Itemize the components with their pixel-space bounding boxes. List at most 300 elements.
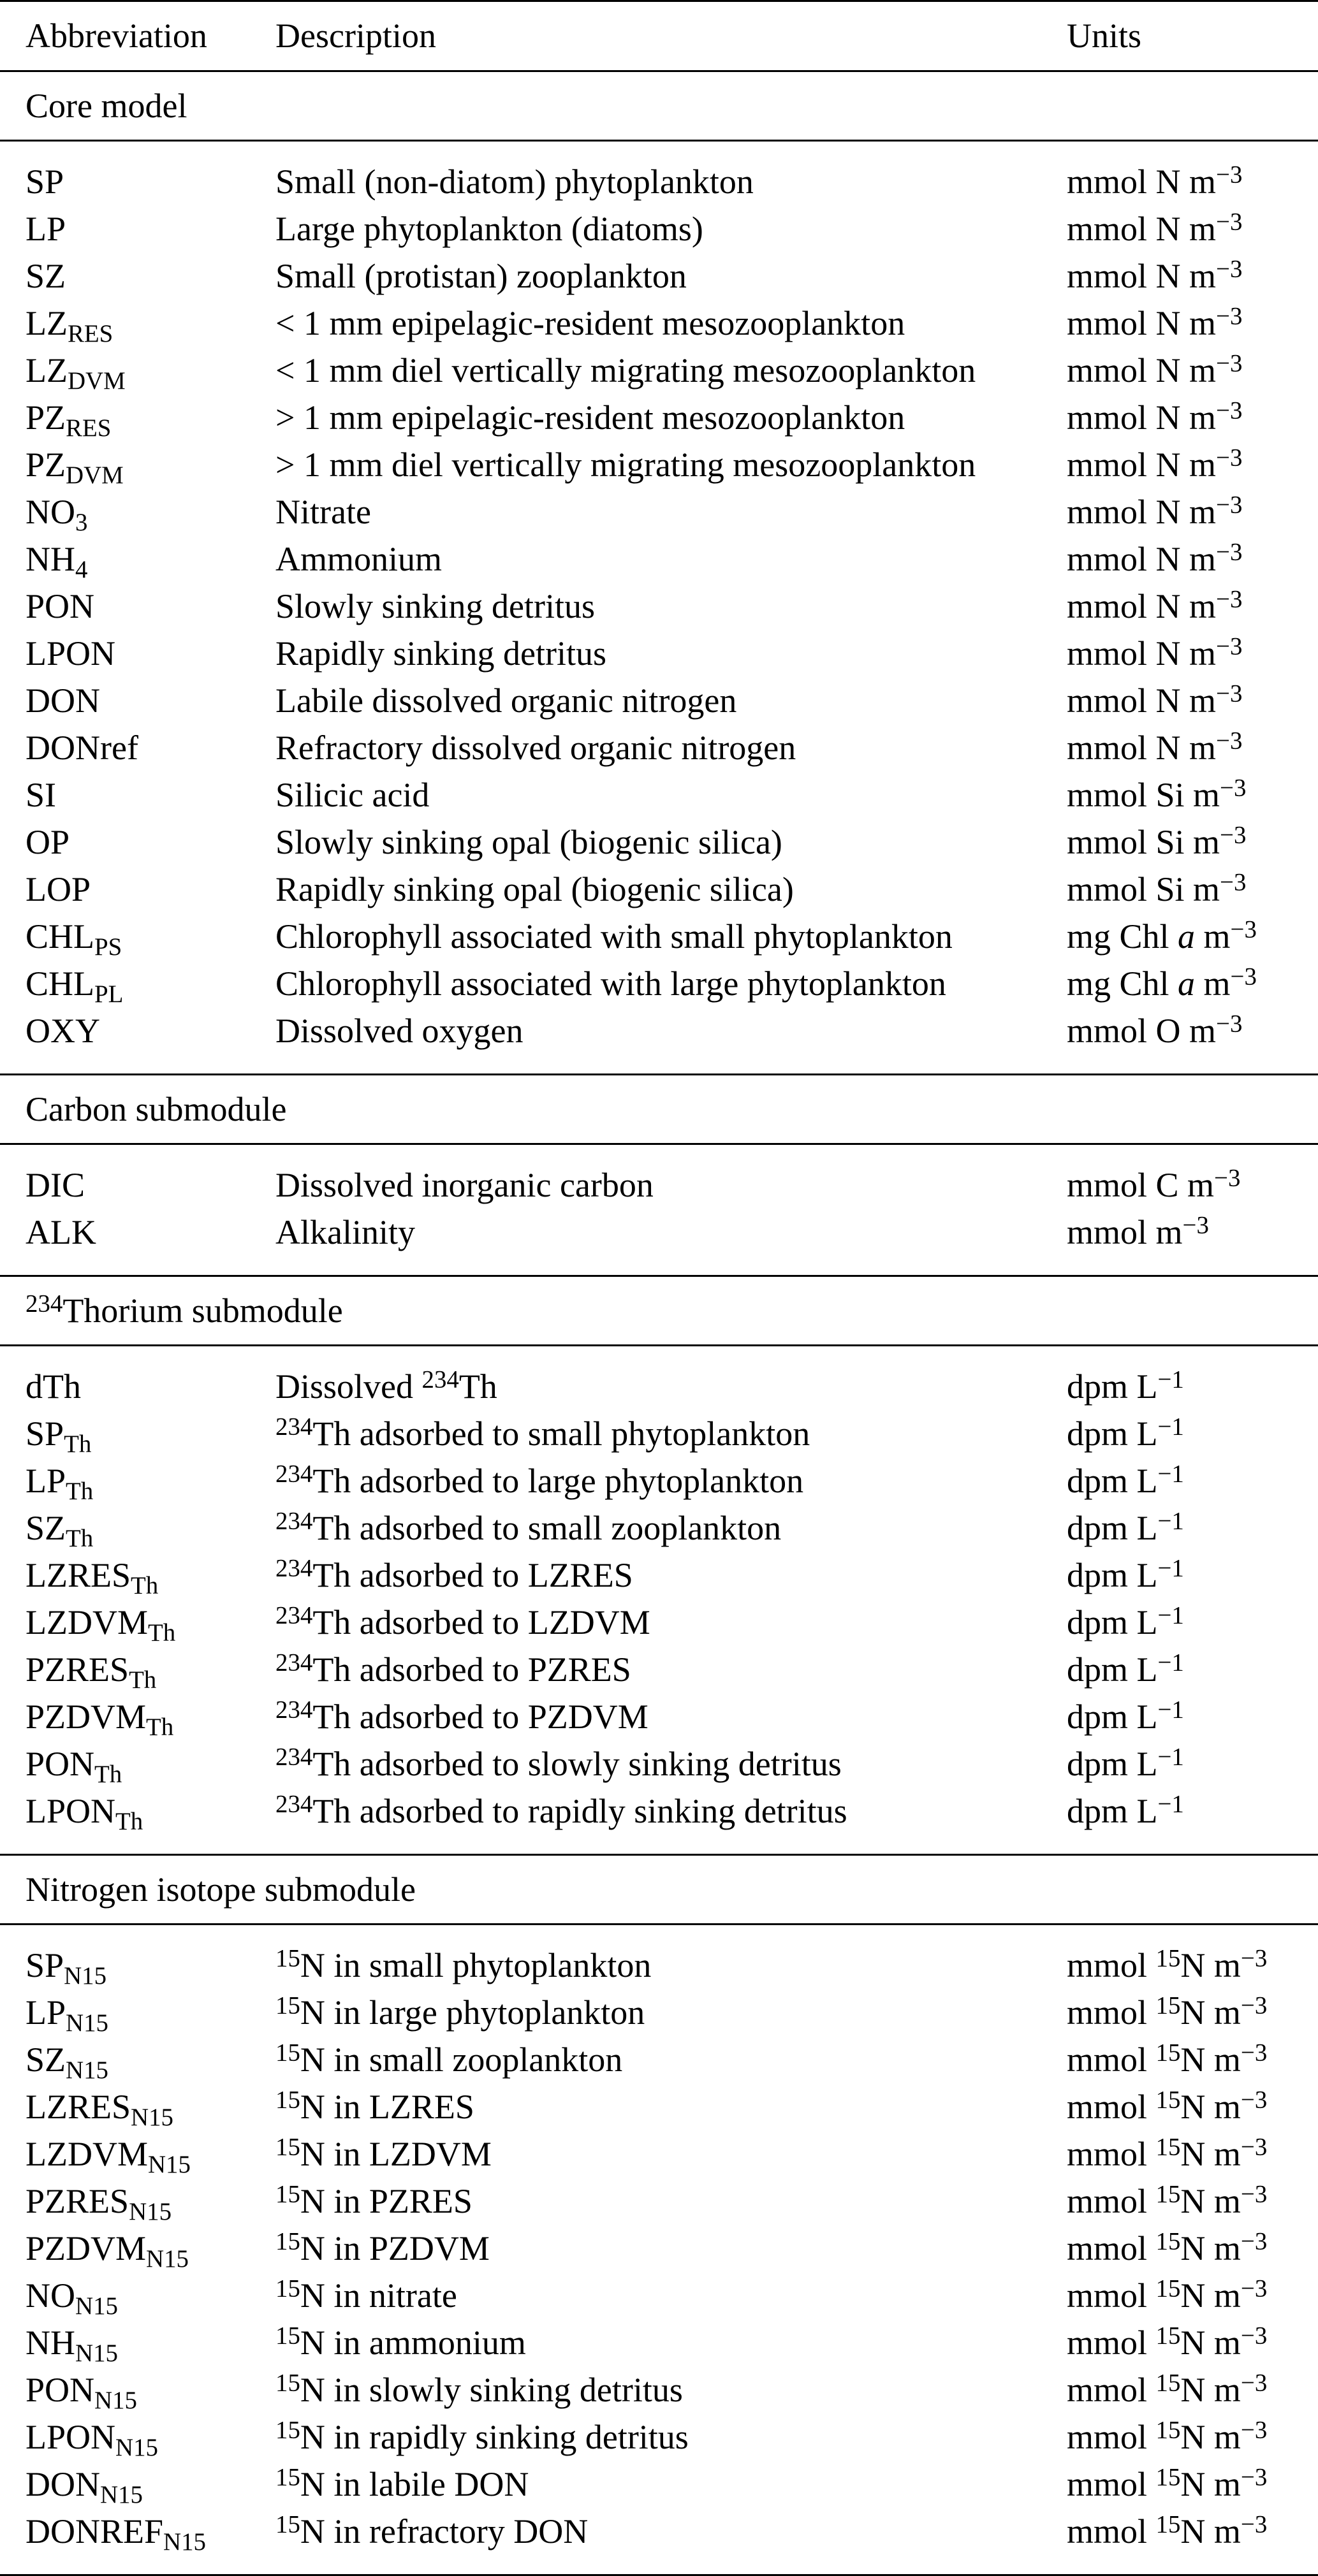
text-run: dpm L — [1067, 1603, 1158, 1641]
text-run: dpm L — [1067, 1650, 1158, 1689]
text-run: N m — [1180, 2182, 1241, 2220]
table-row — [0, 2083, 1318, 2130]
text-run: mmol — [1067, 1993, 1156, 2032]
superscript: −1 — [1157, 1507, 1184, 1535]
text-run: Rapidly sinking opal (biogenic silica) — [275, 870, 794, 908]
description-cell — [275, 913, 953, 960]
table-row — [0, 724, 1318, 771]
description-cell — [275, 2083, 474, 2130]
description-cell — [275, 2508, 588, 2555]
superscript: −3 — [1240, 2369, 1268, 2397]
text-run: mmol m — [1067, 1213, 1183, 1251]
section-title — [26, 1075, 286, 1143]
abbreviation-cell — [26, 1363, 81, 1410]
units-cell — [1067, 2083, 1267, 2130]
superscript: 15 — [1155, 2274, 1181, 2303]
text-run: N in ammonium — [300, 2324, 526, 2362]
text-run: mmol — [1067, 1946, 1156, 1984]
text-run: SP — [26, 1415, 64, 1453]
text-run: N in large phytoplankton — [300, 1993, 645, 2032]
text-run: DON — [26, 681, 100, 720]
abbreviation-cell — [26, 1209, 96, 1256]
text-run: Th adsorbed to PZDVM — [312, 1698, 648, 1736]
description-cell — [275, 1942, 651, 1989]
units-cell — [1067, 347, 1242, 394]
abbreviation-cell — [26, 252, 66, 300]
abbreviation-cell — [26, 1787, 143, 1835]
units-cell — [1067, 252, 1242, 300]
units-cell — [1067, 1209, 1209, 1256]
superscript: −1 — [1157, 1601, 1184, 1629]
units-cell — [1067, 1787, 1184, 1835]
text-run: PZRES — [26, 2182, 129, 2220]
text-run: Alkalinity — [275, 1213, 415, 1251]
units-cell — [1067, 394, 1242, 441]
subscript: Th — [131, 1571, 159, 1599]
abbreviation-cell — [26, 866, 91, 913]
units-cell — [1067, 1363, 1184, 1410]
subscript: RES — [66, 414, 112, 442]
description-cell — [275, 2036, 622, 2083]
abbreviation-cell — [26, 2319, 118, 2366]
text-run: OXY — [26, 1012, 100, 1050]
abbreviation-cell — [26, 2366, 137, 2413]
text-run: dpm L — [1067, 1462, 1158, 1500]
text-run: N m — [1180, 2418, 1241, 2456]
text-run: mmol N m — [1067, 729, 1217, 767]
text-run: Slowly sinking detritus — [275, 587, 596, 625]
abbreviation-cell — [26, 1646, 156, 1693]
text-run: PON — [26, 587, 95, 625]
superscript: −1 — [1157, 1460, 1184, 1488]
description-cell — [275, 488, 371, 535]
text-run: LPON — [26, 1792, 116, 1830]
description-cell — [275, 1504, 781, 1552]
abbreviation-cell — [26, 205, 66, 252]
table-row — [0, 583, 1318, 630]
superscript: 15 — [1155, 1991, 1181, 2019]
text-run: a — [1178, 964, 1196, 1003]
column-header-abbreviation: Abbreviation — [26, 17, 207, 55]
text-run: Small (non-diatom) phytoplankton — [275, 163, 754, 201]
text-run: PON — [26, 2371, 95, 2409]
superscript: −3 — [1216, 632, 1243, 660]
description-cell — [275, 2130, 492, 2178]
text-run: mmol C m — [1067, 1166, 1215, 1204]
table-row — [0, 1209, 1318, 1256]
text-run: SI — [26, 776, 57, 814]
subscript: N15 — [100, 2480, 143, 2508]
description-cell — [275, 2461, 529, 2508]
text-run: mmol — [1067, 2418, 1156, 2456]
superscript: −3 — [1220, 774, 1247, 802]
text-run: N in LZRES — [300, 2088, 474, 2126]
units-cell — [1067, 488, 1242, 535]
superscript: 15 — [1155, 2510, 1181, 2538]
text-run: DONref — [26, 729, 138, 767]
text-run: N in slowly sinking detritus — [300, 2371, 683, 2409]
subscript: RES — [67, 319, 113, 347]
superscript: 15 — [275, 2369, 300, 2397]
text-run: LP — [26, 1993, 66, 2032]
text-run: LZDVM — [26, 1603, 148, 1641]
units-cell — [1067, 960, 1257, 1007]
text-run: mg Chl — [1067, 964, 1178, 1003]
table-row — [0, 1504, 1318, 1552]
description-cell — [275, 158, 754, 205]
superscript: −3 — [1216, 444, 1243, 472]
text-run: Rapidly sinking detritus — [275, 634, 606, 673]
subscript: N15 — [64, 1961, 107, 1990]
units-cell — [1067, 2461, 1267, 2508]
abbreviation-cell — [26, 1942, 106, 1989]
superscript: 15 — [1155, 1944, 1181, 1972]
text-run: mmol Si m — [1067, 823, 1220, 861]
units-cell — [1067, 205, 1242, 252]
superscript: 15 — [275, 2463, 300, 2491]
superscript: −3 — [1230, 915, 1257, 943]
description-cell — [275, 1787, 847, 1835]
superscript: 234 — [421, 1365, 459, 1394]
text-run: Th adsorbed to small phytoplankton — [312, 1415, 810, 1453]
text-run: dpm L — [1067, 1792, 1158, 1830]
text-run: Small (protistan) zooplankton — [275, 257, 687, 295]
text-run: N m — [1180, 1993, 1241, 2032]
text-run: OP — [26, 823, 70, 861]
column-header-description: Description — [275, 17, 436, 55]
text-run: mmol — [1067, 2371, 1156, 2409]
subscript: N15 — [66, 2056, 108, 2084]
units-cell — [1067, 819, 1246, 866]
superscript: 234 — [275, 1601, 313, 1629]
subscript: N15 — [75, 2292, 118, 2320]
table-row — [0, 2178, 1318, 2225]
superscript: 234 — [275, 1413, 313, 1441]
table-row — [0, 2366, 1318, 2413]
subscript: N15 — [115, 2433, 158, 2461]
table-row — [0, 2413, 1318, 2461]
section-body — [0, 1346, 1318, 1854]
superscript: −3 — [1240, 2180, 1268, 2208]
superscript: 234 — [275, 1554, 313, 1582]
subscript: Th — [115, 1807, 143, 1835]
description-cell — [275, 960, 946, 1007]
text-run: dTh — [26, 1367, 81, 1406]
superscript: −3 — [1240, 2322, 1268, 2350]
subscript: Th — [94, 1760, 122, 1788]
superscript: 15 — [1155, 2322, 1181, 2350]
abbreviation-cell — [26, 1693, 173, 1740]
superscript: −1 — [1157, 1790, 1184, 1818]
abbreviation-cell — [26, 913, 122, 960]
text-run: < 1 mm epipelagic-resident mesozooplankton — [275, 304, 905, 342]
description-cell — [275, 535, 442, 583]
text-run: m — [1195, 964, 1231, 1003]
table-sections — [0, 70, 1318, 2576]
text-run: LZRES — [26, 1556, 131, 1594]
text-run: PZ — [26, 398, 66, 437]
superscript: 15 — [1155, 2180, 1181, 2208]
table-row — [0, 1161, 1318, 1209]
superscript: −3 — [1216, 349, 1243, 377]
table-header-row — [0, 2, 1318, 70]
text-run: a — [1178, 917, 1196, 956]
text-run: SP — [26, 1946, 64, 1984]
text-run: CHL — [26, 917, 94, 956]
table-row — [0, 1740, 1318, 1787]
text-run: mmol — [1067, 2088, 1156, 2126]
units-cell — [1067, 1457, 1184, 1504]
abbreviation-cell — [26, 1161, 85, 1209]
table-row — [0, 2130, 1318, 2178]
units-cell — [1067, 2413, 1267, 2461]
units-cell — [1067, 677, 1242, 724]
superscript: −3 — [1216, 491, 1243, 519]
column-header-units: Units — [1067, 17, 1142, 55]
units-cell — [1067, 2036, 1267, 2083]
table-row — [0, 1646, 1318, 1693]
text-run: Th — [458, 1367, 497, 1406]
units-cell — [1067, 1599, 1184, 1646]
text-run: N m — [1180, 2324, 1241, 2362]
units-cell — [1067, 158, 1242, 205]
description-cell — [275, 630, 606, 677]
superscript: −3 — [1240, 2039, 1268, 2067]
table-row — [0, 866, 1318, 913]
superscript: −3 — [1214, 1164, 1241, 1192]
subscript: Th — [66, 1524, 94, 1552]
superscript: −3 — [1216, 397, 1243, 425]
text-run: mmol N m — [1067, 587, 1217, 625]
text-run: Chlorophyll associated with small phytoplankton — [275, 917, 953, 956]
superscript: 15 — [275, 2510, 300, 2538]
superscript: 234 — [26, 1290, 63, 1318]
text-run: N m — [1180, 1946, 1241, 1984]
abbreviation-cell — [26, 535, 87, 583]
text-run: PZRES — [26, 1650, 129, 1689]
table-row — [0, 300, 1318, 347]
text-run: N in PZRES — [300, 2182, 472, 2220]
superscript: 15 — [275, 2322, 300, 2350]
description-cell — [275, 2413, 689, 2461]
abbreviation-cell — [26, 771, 56, 819]
description-cell — [275, 2225, 490, 2272]
abbreviation-cell — [26, 630, 115, 677]
text-run: mmol — [1067, 2276, 1156, 2315]
superscript: −3 — [1220, 868, 1247, 896]
table-row — [0, 1457, 1318, 1504]
table-row — [0, 158, 1318, 205]
subscript: Th — [146, 1713, 174, 1741]
superscript: −3 — [1240, 2274, 1268, 2303]
superscript: 15 — [1155, 2416, 1181, 2444]
table-row — [0, 1363, 1318, 1410]
units-cell — [1067, 583, 1242, 630]
superscript: −3 — [1240, 2463, 1268, 2491]
table-row — [0, 441, 1318, 488]
abbreviation-cell — [26, 2461, 143, 2508]
abbreviation-cell — [26, 2225, 189, 2272]
text-run: dpm L — [1067, 1415, 1158, 1453]
text-run: N m — [1180, 2041, 1241, 2079]
table-row — [0, 1552, 1318, 1599]
subscript: N15 — [146, 2245, 189, 2273]
units-cell — [1067, 1161, 1240, 1209]
text-run: Th adsorbed to large phytoplankton — [312, 1462, 804, 1500]
subscript: PL — [94, 980, 124, 1008]
units-cell — [1067, 1740, 1184, 1787]
text-run: Nitrogen isotope submodule — [26, 1870, 416, 1909]
text-run: NH — [26, 2324, 75, 2362]
superscript: 234 — [275, 1460, 313, 1488]
text-run: mmol N m — [1067, 210, 1217, 248]
description-cell — [275, 819, 782, 866]
superscript: −3 — [1240, 2227, 1268, 2255]
description-cell — [275, 205, 703, 252]
table-row — [0, 2319, 1318, 2366]
abbreviation-cell — [26, 960, 123, 1007]
superscript: 15 — [275, 1991, 300, 2019]
subscript: PS — [94, 933, 122, 961]
units-cell — [1067, 441, 1242, 488]
units-cell — [1067, 2319, 1267, 2366]
table-row — [0, 535, 1318, 583]
units-cell — [1067, 535, 1242, 583]
abbreviation-cell — [26, 2413, 158, 2461]
abbreviation-cell — [26, 1552, 158, 1599]
abbreviation-cell — [26, 2508, 206, 2555]
abbreviation-cell — [26, 1599, 175, 1646]
units-cell — [1067, 1552, 1184, 1599]
table-row — [0, 252, 1318, 300]
units-cell — [1067, 2508, 1267, 2555]
superscript: −1 — [1157, 1696, 1184, 1724]
superscript: 15 — [1155, 2369, 1181, 2397]
text-run: mmol — [1067, 2465, 1156, 2503]
text-run: < 1 mm diel vertically migrating mesozooplankton — [275, 351, 976, 389]
description-cell — [275, 1363, 497, 1410]
text-run: dpm L — [1067, 1367, 1158, 1406]
text-run: Dissolved inorganic carbon — [275, 1166, 654, 1204]
text-run: Core model — [26, 87, 187, 125]
table-row — [0, 630, 1318, 677]
text-run: N m — [1180, 2465, 1241, 2503]
superscript: −3 — [1240, 2416, 1268, 2444]
units-cell — [1067, 2178, 1267, 2225]
text-run: Thorium submodule — [62, 1292, 343, 1330]
superscript: −3 — [1216, 538, 1243, 566]
table-row — [0, 205, 1318, 252]
text-run: Dissolved oxygen — [275, 1012, 524, 1050]
units-cell — [1067, 300, 1242, 347]
superscript: −3 — [1216, 208, 1243, 236]
description-cell — [275, 866, 794, 913]
section-body — [0, 1925, 1318, 2574]
text-run: > 1 mm diel vertically migrating mesozooplankton — [275, 446, 976, 484]
section-body — [0, 142, 1318, 1073]
superscript: −3 — [1216, 161, 1243, 189]
description-cell — [275, 300, 905, 347]
table-row — [0, 1599, 1318, 1646]
superscript: 15 — [275, 2039, 300, 2067]
superscript: 15 — [1155, 2227, 1181, 2255]
section-header-row — [0, 1856, 1318, 1923]
text-run: m — [1195, 917, 1231, 956]
text-run: Large phytoplankton (diatoms) — [275, 210, 703, 248]
superscript: 15 — [275, 2227, 300, 2255]
text-run: mmol N m — [1067, 257, 1217, 295]
description-cell — [275, 1740, 842, 1787]
subscript: Th — [66, 1477, 94, 1505]
section-header-row — [0, 1075, 1318, 1143]
superscript: −3 — [1216, 585, 1243, 613]
units-cell — [1067, 724, 1242, 771]
abbreviation-cell — [26, 2036, 108, 2083]
description-cell — [275, 441, 976, 488]
description-cell — [275, 1693, 648, 1740]
text-run: N in refractory DON — [300, 2512, 589, 2551]
text-run: Th adsorbed to LZRES — [312, 1556, 633, 1594]
section-title — [26, 1277, 343, 1344]
text-run: DONREF — [26, 2512, 164, 2551]
text-run: N m — [1180, 2229, 1241, 2267]
subscript: DVM — [66, 461, 124, 489]
text-run: PON — [26, 1745, 95, 1783]
units-cell — [1067, 2225, 1267, 2272]
text-run: mmol N m — [1067, 681, 1217, 720]
superscript: −3 — [1240, 1944, 1268, 1972]
superscript: 15 — [275, 1944, 300, 1972]
text-run: DIC — [26, 1166, 85, 1204]
text-run: dpm L — [1067, 1698, 1158, 1736]
superscript: 15 — [1155, 2039, 1181, 2067]
abbreviation-cell — [26, 2083, 173, 2130]
text-run: > 1 mm epipelagic-resident mesozooplankton — [275, 398, 905, 437]
text-run: LPON — [26, 2418, 116, 2456]
abbreviation-cell — [26, 2178, 172, 2225]
superscript: 15 — [1155, 2463, 1181, 2491]
text-run: LZRES — [26, 2088, 131, 2126]
superscript: −3 — [1230, 963, 1257, 991]
superscript: −1 — [1157, 1365, 1184, 1394]
units-cell — [1067, 2366, 1267, 2413]
section-title — [26, 72, 187, 140]
abbreviation-cell — [26, 1989, 108, 2036]
table-row — [0, 960, 1318, 1007]
description-cell — [275, 1007, 523, 1054]
text-run: LOP — [26, 870, 91, 908]
table-row — [0, 2225, 1318, 2272]
text-run: N in small phytoplankton — [300, 1946, 652, 1984]
units-cell — [1067, 866, 1246, 913]
abbreviation-cell — [26, 488, 87, 535]
text-run: PZDVM — [26, 1698, 147, 1736]
text-run: Th adsorbed to slowly sinking detritus — [312, 1745, 842, 1783]
text-run: LP — [26, 1462, 66, 1500]
subscript: N15 — [131, 2103, 173, 2131]
table-row — [0, 2508, 1318, 2555]
text-run: N m — [1180, 2512, 1241, 2551]
text-run: Carbon submodule — [26, 1090, 287, 1128]
units-cell — [1067, 1410, 1184, 1457]
text-run: Th adsorbed to rapidly sinking detritus — [312, 1792, 847, 1830]
superscript: 15 — [1155, 2086, 1181, 2114]
text-run: mmol — [1067, 2182, 1156, 2220]
abbreviation-cell — [26, 819, 70, 866]
text-run: mmol N m — [1067, 540, 1217, 578]
units-cell — [1067, 1942, 1267, 1989]
text-run: mmol Si m — [1067, 870, 1220, 908]
